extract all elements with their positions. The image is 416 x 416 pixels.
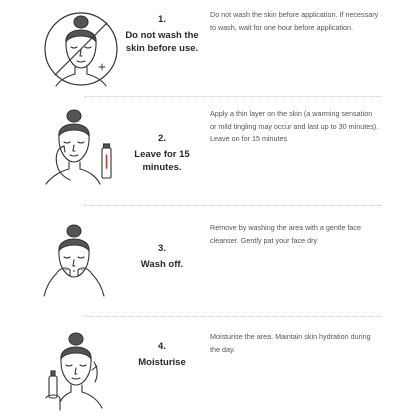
step-4-description: Moisturise the area. Maintain skin hydration during the day.: [210, 332, 371, 354]
step-2-title: [122, 133, 202, 174]
step-1-number: 1.: [158, 14, 166, 25]
step-2-number: 2.: [158, 133, 166, 144]
divider: [84, 316, 381, 317]
step-4-heading: Moisturise: [138, 357, 186, 369]
step-2-description: Apply a thin layer on the skin (a warming sensation or mild tingling may occur and last up to 30 minutes). Leave on for 15 minutes: [210, 109, 379, 144]
step-1-title: [122, 14, 202, 55]
wash-face-icon: [40, 224, 122, 306]
apply-cream-face-icon: [40, 108, 122, 190]
step-3-heading: Wash off.: [140, 259, 184, 271]
divider: [84, 96, 381, 97]
moisturise-face-icon: [40, 332, 122, 414]
step-1-description: Do not wash the skin before application. If necessary to wash, wait for one hour before application.: [210, 10, 379, 32]
step-3-number: 3.: [158, 243, 166, 254]
step-4-number: 4.: [158, 341, 166, 352]
step-2-heading: Leave for 15 minutes.: [134, 149, 190, 173]
step-3-description: Remove by washing the area with a gentle face cleanser. Gently pat your face dry: [210, 223, 362, 245]
no-wash-face-icon: [40, 8, 122, 90]
step-1-heading: Do not wash the skin before use.: [125, 30, 199, 54]
step-3-title: [122, 243, 202, 272]
divider: [84, 205, 381, 206]
step-4-title: [122, 341, 202, 370]
